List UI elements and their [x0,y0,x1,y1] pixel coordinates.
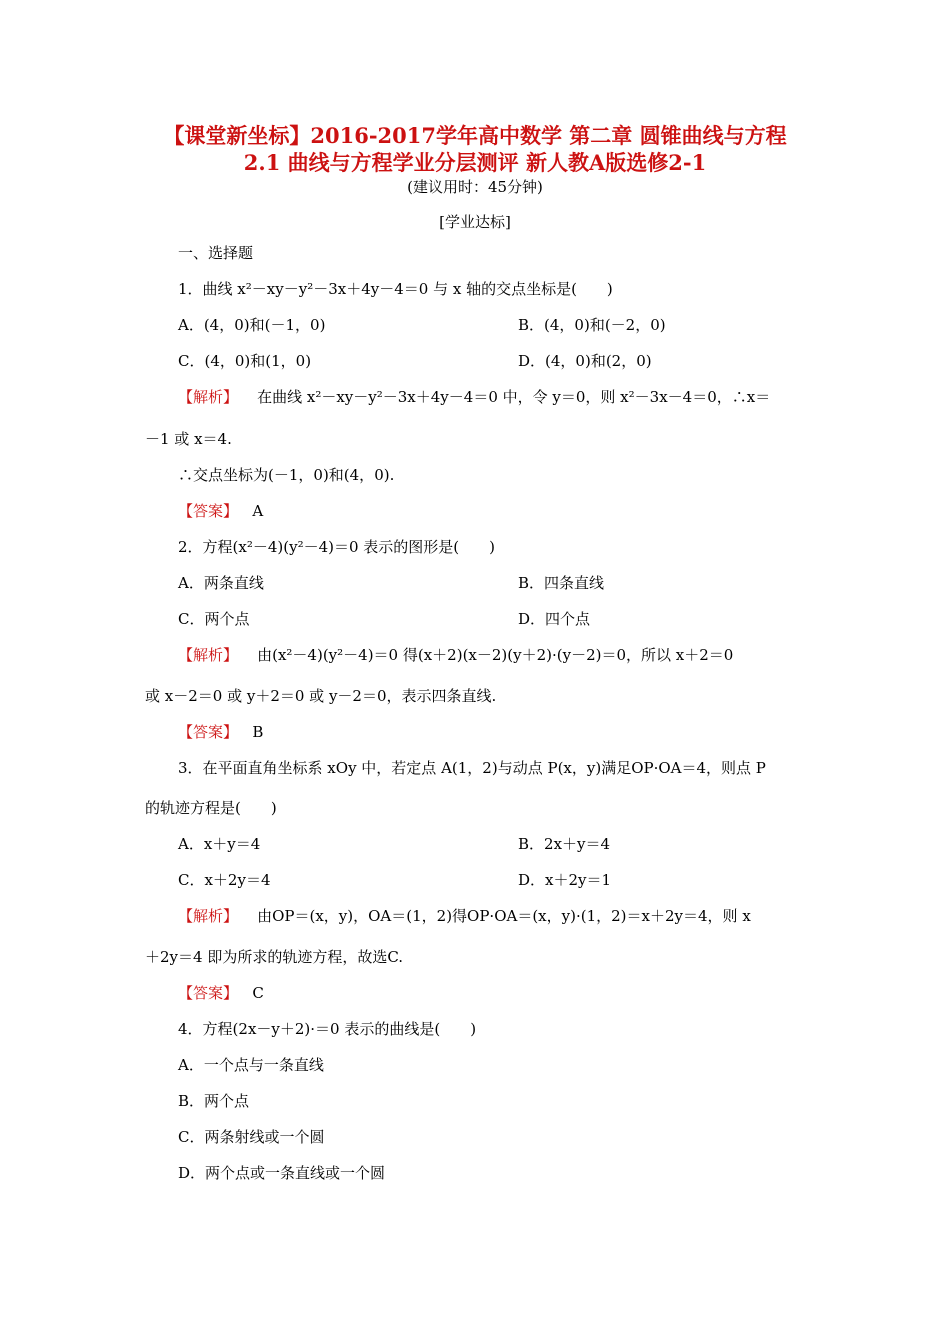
q2-analysis-line2: 或 x－2＝0 或 y＋2＝0 或 y－2＝0，表示四条直线. [145,687,497,705]
q3-analysis-line1: 由OP＝(x，y)，OA＝(1，2)得OP·OA＝(x，y)·(1，2)＝x＋2y＝4，则 x [257,907,751,925]
doc-title-line1: 【课堂新坐标】2016-2017学年高中数学 第二章 圆锥曲线与方程 [163,123,787,148]
q1-option-d: D．(4，0)和(2，0) [518,352,652,370]
q1-analysis [178,386,770,408]
analysis-tag: 【解析】 [178,646,239,664]
doc-title-line2: 2.1 曲线与方程学业分层测评 新人教A版选修2-1 [243,150,707,175]
q4-stem: 4．方程(2x－y＋2)·＝0 表示的曲线是( ) [178,1020,477,1038]
q4-option-d: D．两个点或一条直线或一个圆 [178,1164,386,1182]
q1-stem: 1．曲线 x²－xy－y²－3x＋4y－4＝0 与 x 轴的交点坐标是( ) [178,280,613,298]
q3-stem-line1: 3．在平面直角坐标系 xOy 中，若定点 A(1，2)与动点 P(x，y)满足OP·OA＝4，则点 P [178,759,766,777]
q3-option-c: C．x＋2y＝4 [178,871,271,889]
q1-answer-value: A [252,502,264,520]
analysis-tag: 【解析】 [178,907,239,925]
section-heading: [学业达标] [439,213,511,231]
q2-stem: 2．方程(x²－4)(y²－4)＝0 表示的图形是( ) [178,538,496,556]
q3-analysis-line2: ＋2y＝4 即为所求的轨迹方程，故选C. [145,948,404,966]
q2-option-c: C．两个点 [178,610,250,628]
analysis-tag: 【解析】 [178,388,239,406]
q2-analysis [178,644,733,666]
q2-option-a: A．两条直线 [178,574,264,592]
q2-analysis-line1: 由(x²－4)(y²－4)＝0 得(x＋2)(x－2)(y＋2)·(y－2)＝0，所以 x＋2＝0 [257,646,734,664]
q2-option-d: D．四个点 [518,610,591,628]
q4-option-a: A．一个点与一条直线 [178,1056,324,1074]
q4-option-b: B．两个点 [178,1092,250,1110]
answer-tag: 【答案】 [178,502,239,520]
q1-option-c: C．(4，0)和(1，0) [178,352,312,370]
q1-analysis-line3: ∴交点坐标为(－1，0)和(4，0). [178,466,395,484]
q2-option-b: B．四条直线 [518,574,605,592]
q3-option-d: D．x＋2y＝1 [518,871,612,889]
q3-option-b: B．2x＋y＝4 [518,835,611,853]
q3-answer-value: C [252,984,264,1002]
q2-answer [178,721,263,743]
answer-tag: 【答案】 [178,723,239,741]
q3-analysis [178,905,751,927]
q1-answer [178,500,263,522]
suggested-time: (建议用时：45分钟) [407,178,543,196]
q3-stem-line2: 的轨迹方程是( ) [145,799,277,817]
q1-analysis-line1: 在曲线 x²－xy－y²－3x＋4y－4＝0 中，令 y＝0，则 x²－3x－4＝0，∴x＝ [257,388,771,406]
q3-option-a: A．x＋y＝4 [178,835,261,853]
answer-tag: 【答案】 [178,984,239,1002]
q1-option-a: A．(4，0)和(－1，0) [178,316,326,334]
q1-option-b: B．(4，0)和(－2，0) [518,316,666,334]
part-heading: 一、选择题 [178,244,254,262]
q2-answer-value: B [252,723,264,741]
q4-option-c: C．两条射线或一个圆 [178,1128,325,1146]
q1-analysis-line2: －1 或 x＝4. [145,430,232,448]
q3-answer [178,982,264,1004]
